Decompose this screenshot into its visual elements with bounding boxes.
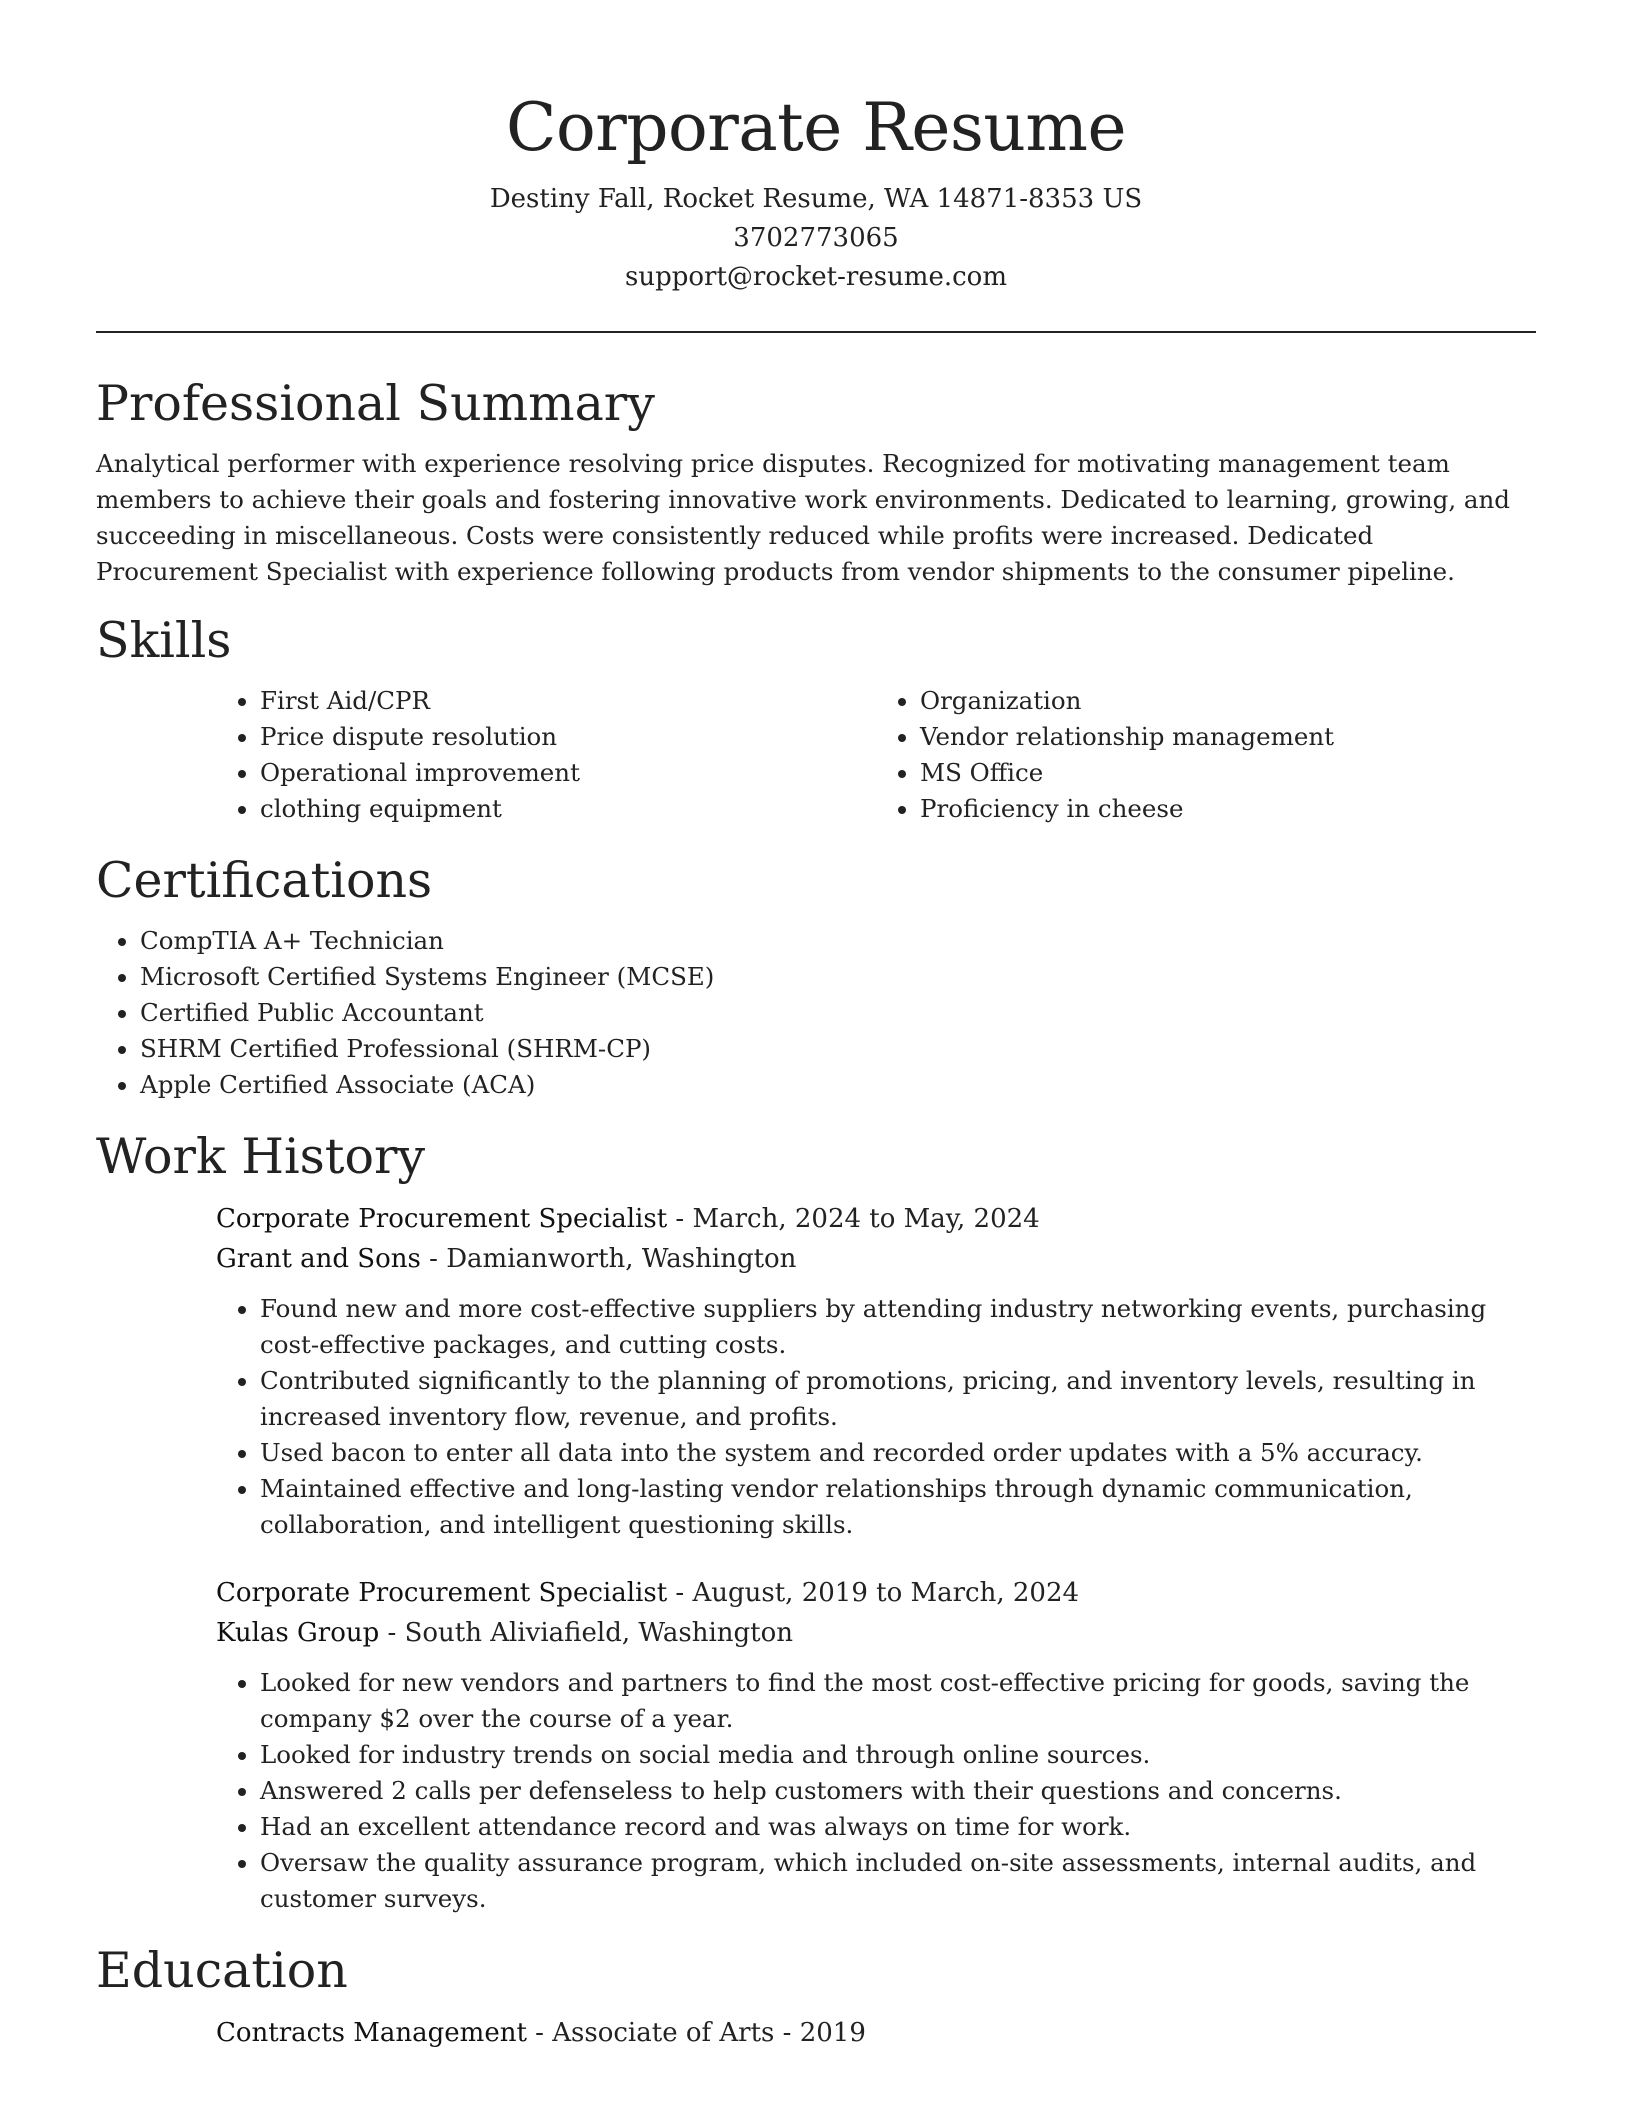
education-section	[96, 1941, 1536, 2053]
skill-item: • Vendor relationship management	[920, 719, 1536, 755]
job-bullet: • Maintained effective and long-lasting vendor relationships through dynamic communication, collaboration, and intelligent questioning skills.	[260, 1471, 1536, 1543]
summary-section	[96, 374, 1536, 590]
job-bullet: • Used bacon to enter all data into the system and recorded order updates with a 5% accuracy.	[260, 1435, 1536, 1471]
education-title: Education	[96, 1942, 348, 1999]
skills-section	[96, 611, 1536, 827]
separator: -	[420, 1244, 447, 1274]
job-company-line	[216, 1613, 1536, 1653]
skills-title: Skills	[96, 612, 232, 669]
contact-address: Destiny Fall, Rocket Resume, WA 14871-8353 US	[489, 184, 1143, 214]
skills-grid	[216, 683, 1536, 827]
certification-item: • Certified Public Accountant	[140, 995, 1536, 1031]
certification-item: • SHRM Certified Professional (SHRM-CP)	[140, 1031, 1536, 1067]
job-title: Corporate Procurement Specialist	[216, 1204, 668, 1234]
job-location: Damianworth, Washington	[446, 1244, 797, 1274]
contact-email: support@rocket-resume.com	[624, 262, 1007, 292]
job-company-line	[216, 1239, 1536, 1279]
certification-item: • Microsoft Certified Systems Engineer (MCSE)	[140, 959, 1536, 995]
resume-header	[96, 0, 1536, 297]
work-section	[96, 1127, 1536, 1917]
skill-item: • Operational improvement	[260, 755, 876, 791]
skills-left-list	[216, 683, 876, 827]
contact-phone: 3702773065	[733, 223, 899, 253]
separator: -	[379, 1618, 405, 1648]
certifications-list	[96, 923, 1536, 1103]
skill-item: • clothing equipment	[260, 791, 876, 827]
job-entry	[216, 1573, 1536, 1917]
separator: -	[667, 1204, 693, 1234]
resume-name: Corporate Resume	[506, 89, 1126, 166]
skill-item: • MS Office	[920, 755, 1536, 791]
job-bullet: • Answered 2 calls per defenseless to help customers with their questions and concerns.	[260, 1773, 1536, 1809]
work-title: Work History	[96, 1128, 426, 1185]
summary-text: Analytical performer with experience resolving price disputes. Recognized for motivating management team members to achieve their goals and fostering innovative work environments. Dedicated to learning, growing, and succeeding in miscellaneous. Costs were consistently reduced while profits were increased. Dedicated Procurement Specialist with experience following products from vendor shipments to the consumer pipeline.	[96, 449, 1510, 586]
job-title-line	[216, 1573, 1536, 1613]
job-entry	[216, 1199, 1536, 1543]
skill-item: • First Aid/CPR	[260, 683, 876, 719]
job-bullet: • Had an excellent attendance record and was always on time for work.	[260, 1809, 1536, 1845]
job-company: Grant and Sons	[216, 1244, 421, 1274]
job-bullets	[216, 1291, 1536, 1543]
skill-item: • Proficiency in cheese	[920, 791, 1536, 827]
header-divider	[96, 331, 1536, 333]
certifications-title: Certifications	[96, 852, 433, 909]
education-field: Contracts Management	[216, 2018, 527, 2048]
job-bullet: • Looked for new vendors and partners to find the most cost-effective pricing for goods, saving the company $2 over the course of a year.	[260, 1665, 1536, 1737]
job-dates: March, 2024 to May, 2024	[692, 1204, 1040, 1234]
certification-item: • CompTIA A+ Technician	[140, 923, 1536, 959]
separator: -	[774, 2018, 800, 2048]
job-company: Kulas Group	[216, 1618, 380, 1648]
education-entry	[216, 2013, 1536, 2053]
job-title: Corporate Procurement Specialist	[216, 1578, 668, 1608]
summary-title: Professional Summary	[96, 375, 655, 432]
job-bullet: • Contributed significantly to the planning of promotions, pricing, and inventory levels, resulting in increased inventory flow, revenue, and profits.	[260, 1363, 1536, 1435]
job-location: South Aliviafield, Washington	[404, 1618, 793, 1648]
separator: -	[526, 2018, 553, 2048]
education-year: 2019	[799, 2018, 866, 2048]
education-line	[216, 2013, 1536, 2053]
job-bullets	[216, 1665, 1536, 1917]
certification-item: • Apple Certified Associate (ACA)	[140, 1067, 1536, 1103]
job-bullet: • Looked for industry trends on social media and through online sources.	[260, 1737, 1536, 1773]
job-bullet: • Oversaw the quality assurance program, which included on-site assessments, internal audits, and customer surveys.	[260, 1845, 1536, 1917]
education-degree: Associate of Arts	[552, 2018, 775, 2048]
skill-item: • Organization	[920, 683, 1536, 719]
contact-block	[96, 180, 1536, 297]
job-dates: August, 2019 to March, 2024	[692, 1578, 1080, 1608]
skill-item: • Price dispute resolution	[260, 719, 876, 755]
skills-right-list	[876, 683, 1536, 827]
job-bullet: • Found new and more cost-effective suppliers by attending industry networking events, purchasing cost-effective packages, and cutting costs.	[260, 1291, 1536, 1363]
resume-page	[96, 0, 1536, 2053]
separator: -	[667, 1578, 693, 1608]
certifications-section	[96, 851, 1536, 1103]
job-title-line	[216, 1199, 1536, 1239]
